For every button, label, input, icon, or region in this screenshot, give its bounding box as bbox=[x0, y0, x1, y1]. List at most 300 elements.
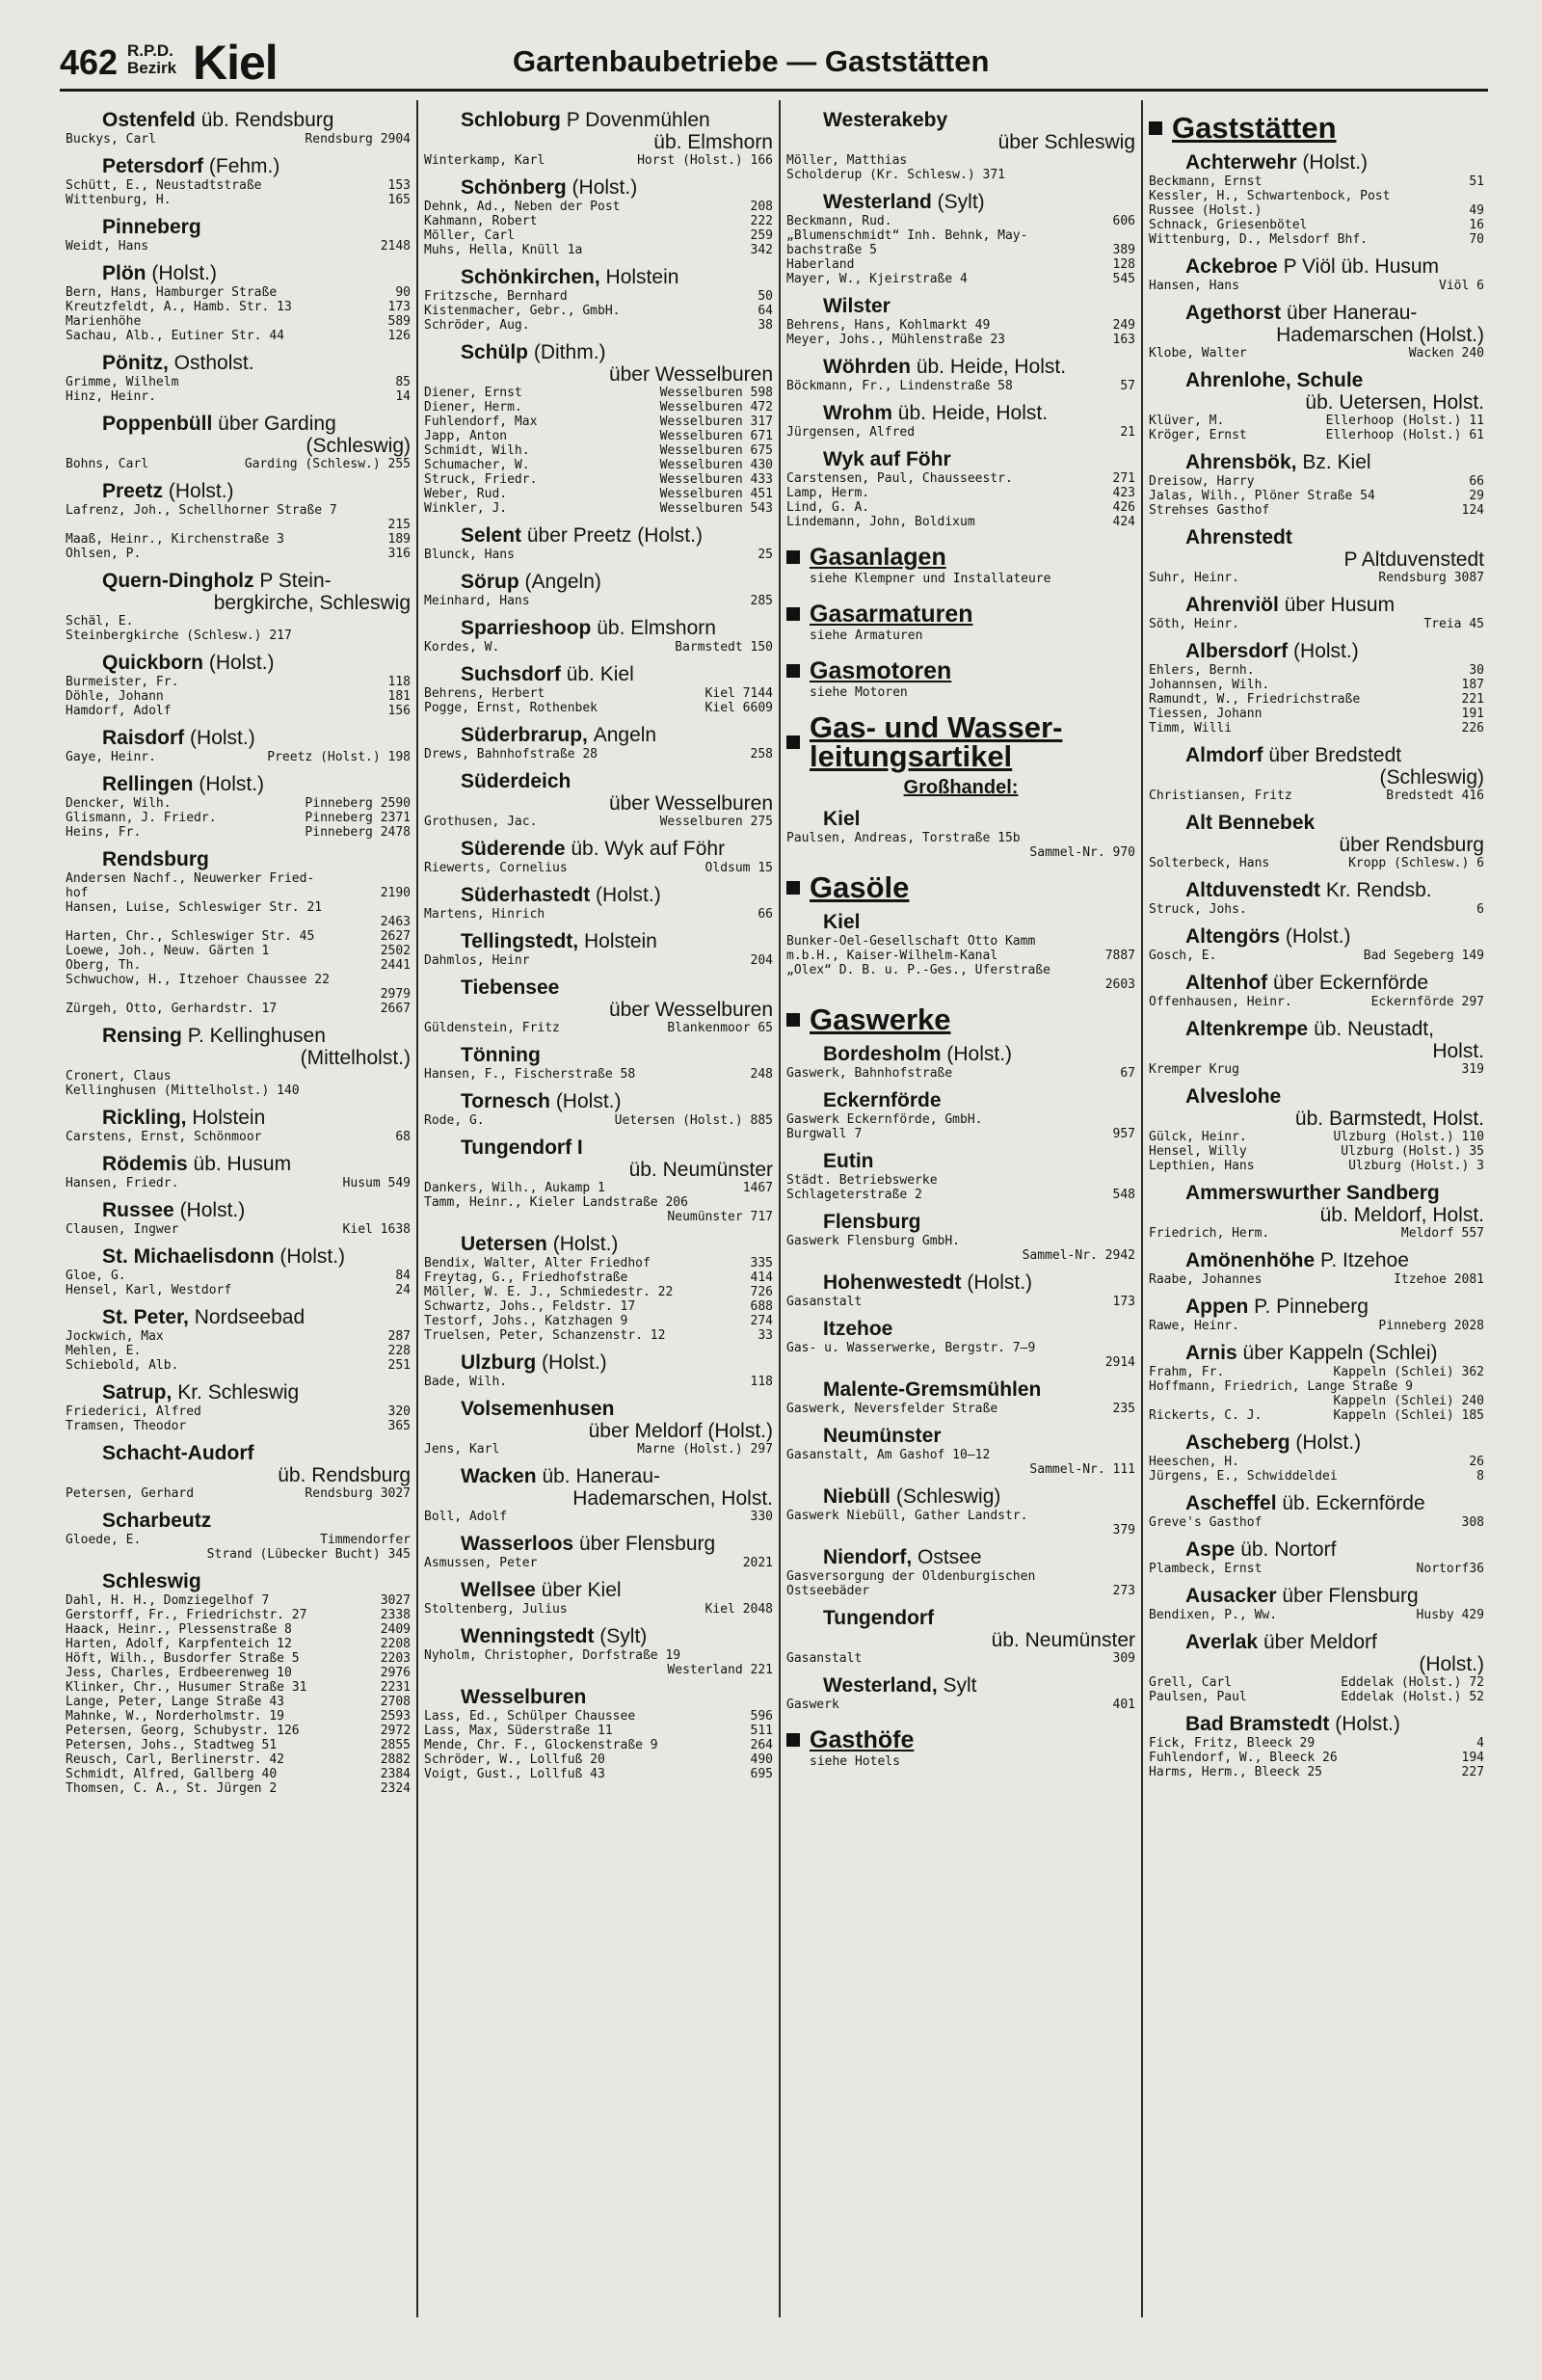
entry-row bbox=[1149, 707, 1484, 721]
entry-row bbox=[424, 214, 773, 228]
place-name: Niebüll bbox=[823, 1485, 891, 1508]
entry-name: Klobe, Walter bbox=[1149, 346, 1247, 361]
entry-phone: 426 bbox=[1112, 500, 1135, 515]
entry-name: Loewe, Joh., Neuw. Gärten 1 bbox=[66, 944, 270, 958]
place-route: P Stein- bbox=[259, 570, 332, 592]
place-route: über Bredstedt bbox=[1268, 744, 1402, 766]
entry-name: Grell, Carl bbox=[1149, 1675, 1233, 1690]
place-name: Scharbeutz bbox=[102, 1510, 212, 1532]
entry-phone: Husum 549 bbox=[342, 1176, 411, 1190]
place-heading bbox=[1149, 302, 1484, 325]
entry-name: Ramundt, W., Friedrichstraße bbox=[1149, 692, 1361, 707]
place-route-continued: (Schleswig) bbox=[1379, 766, 1484, 789]
entry-name: Steinbergkirche (Schlesw.) 217 bbox=[66, 628, 292, 643]
entry-name: Winterkamp, Karl bbox=[424, 153, 545, 168]
place-route: (Holst.) bbox=[1335, 1713, 1400, 1735]
place-heading bbox=[424, 838, 773, 861]
entry-name: Meyer, Johs., Mühlenstraße 23 bbox=[786, 333, 1005, 347]
section-title bbox=[1172, 111, 1337, 145]
entry-row bbox=[786, 1112, 1135, 1127]
entry-phone: Kappeln (Schlei) 240 bbox=[1333, 1394, 1484, 1408]
entry-row bbox=[786, 1188, 1135, 1202]
entry-row bbox=[1149, 1675, 1484, 1690]
entry-row bbox=[424, 747, 773, 762]
entry-phone: 4 bbox=[1476, 1736, 1484, 1751]
section-square-icon bbox=[786, 1733, 800, 1747]
entry-row bbox=[66, 915, 411, 929]
entry-name: Boll, Adolf bbox=[424, 1510, 508, 1524]
entry-phone: 163 bbox=[1112, 333, 1135, 347]
entry-phone: Eddelak (Holst.) 52 bbox=[1341, 1690, 1484, 1704]
place-heading bbox=[424, 884, 773, 907]
column-2 bbox=[418, 100, 781, 2317]
entry-phone: Viöl 6 bbox=[1439, 279, 1484, 293]
entry-row bbox=[786, 1523, 1135, 1538]
entry-phone: 67 bbox=[1120, 1066, 1135, 1081]
section-title-line: Gasarmaturen bbox=[810, 601, 973, 628]
entry-phone bbox=[405, 871, 411, 886]
entry-row bbox=[1149, 856, 1484, 870]
entry-row bbox=[66, 389, 411, 404]
place-name: Amönenhöhe bbox=[1185, 1249, 1316, 1271]
entry-phone: 84 bbox=[395, 1269, 411, 1283]
place-route-continued: üb. Neumünster bbox=[628, 1159, 773, 1181]
entry-row bbox=[786, 243, 1135, 257]
entry-phone: 227 bbox=[1461, 1765, 1484, 1779]
entry-phone: Pinneberg 2028 bbox=[1378, 1319, 1484, 1333]
entry-row bbox=[786, 1509, 1135, 1523]
place-name: Bad Bramstedt bbox=[1185, 1713, 1330, 1735]
entry-row bbox=[424, 1510, 773, 1524]
place-route: P. Itzehoe bbox=[1320, 1249, 1409, 1271]
place-route: über Hanerau- bbox=[1287, 302, 1418, 324]
entry-row bbox=[786, 515, 1135, 529]
entry-phone: Kiel 2048 bbox=[705, 1602, 773, 1617]
entry-name: „Blumenschmidt“ Inh. Behnk, May- bbox=[786, 228, 1028, 243]
rpd-label: R.P.D. bbox=[127, 41, 173, 60]
entry-phone: 379 bbox=[1112, 1523, 1135, 1538]
place-name: Altenhof bbox=[1185, 972, 1268, 994]
entry-phone: Westerland 221 bbox=[667, 1663, 773, 1677]
entry-phone: Sammel-Nr. 111 bbox=[1029, 1462, 1135, 1477]
entry-phone: 2384 bbox=[380, 1767, 411, 1781]
entry-phone: 271 bbox=[1112, 471, 1135, 486]
entry-phone bbox=[1130, 934, 1135, 949]
place-name: St. Michaelisdonn bbox=[102, 1245, 275, 1268]
entry-row bbox=[786, 1295, 1135, 1309]
place-heading bbox=[786, 1150, 1135, 1173]
entry-phone: 21 bbox=[1120, 425, 1135, 440]
entry-name: Asmussen, Peter bbox=[424, 1556, 538, 1570]
district-city: Kiel bbox=[193, 36, 278, 90]
entry-row bbox=[1149, 189, 1484, 203]
place-name: Rellingen bbox=[102, 773, 194, 795]
entry-row bbox=[424, 487, 773, 501]
place-heading bbox=[1149, 1342, 1484, 1365]
entry-phone bbox=[405, 1069, 411, 1083]
entry-row bbox=[1149, 474, 1484, 489]
entry-phone: Meldorf 557 bbox=[1400, 1226, 1484, 1241]
place-heading bbox=[424, 1044, 773, 1067]
entry-row bbox=[786, 214, 1135, 228]
entry-phone: 342 bbox=[750, 243, 773, 257]
place-route-continued: über Rendsburg bbox=[1339, 834, 1484, 856]
entry-phone: 2148 bbox=[380, 239, 411, 254]
entry-name: Petersen, Johs., Stadtweg 51 bbox=[66, 1738, 278, 1752]
entry-phone: Timmendorfer bbox=[320, 1533, 411, 1547]
place-heading bbox=[66, 480, 411, 503]
place-route-continued: bergkirche, Schleswig bbox=[213, 592, 411, 614]
entry-name: Carstensen, Paul, Chausseestr. bbox=[786, 471, 1013, 486]
place-name: Rensing bbox=[102, 1025, 182, 1047]
entry-phone bbox=[767, 1648, 773, 1663]
place-name: Wacken bbox=[461, 1465, 537, 1487]
place-route: (Holst.) bbox=[199, 773, 265, 795]
entry-row bbox=[1149, 1469, 1484, 1484]
place-route: Nordseebad bbox=[194, 1306, 306, 1328]
entry-phone bbox=[1478, 189, 1484, 203]
entry-name bbox=[66, 987, 375, 1002]
entry-row bbox=[1149, 721, 1484, 735]
place-heading bbox=[424, 976, 773, 1000]
entry-row bbox=[424, 1375, 773, 1389]
place-route: (Holst.) bbox=[151, 262, 218, 284]
place-heading bbox=[66, 1025, 411, 1048]
entry-name: Heins, Fr. bbox=[66, 825, 142, 840]
entry-row bbox=[66, 796, 411, 811]
place-heading bbox=[66, 109, 411, 132]
entry-name: Testorf, Johs., Katzhagen 9 bbox=[424, 1314, 628, 1328]
place-route: Ostholst. bbox=[173, 352, 254, 374]
place-heading bbox=[1149, 1085, 1484, 1109]
place-name: Westerland, bbox=[823, 1674, 938, 1697]
entry-phone: 2979 bbox=[380, 987, 411, 1002]
entry-phone: 38 bbox=[758, 318, 773, 333]
entry-name: Dahl, H. H., Domziegelhof 7 bbox=[66, 1593, 270, 1608]
entry-name bbox=[66, 1547, 201, 1562]
entry-row bbox=[66, 1358, 411, 1373]
entry-name: Russee (Holst.) bbox=[1149, 203, 1263, 218]
section-square-icon bbox=[786, 550, 800, 564]
place-name: Wrohm bbox=[823, 402, 892, 424]
place-name: Ammerswurther Sandberg bbox=[1185, 1182, 1440, 1204]
entry-name: Reusch, Carl, Berlinerstr. 42 bbox=[66, 1752, 284, 1767]
place-route: üb. Elmshorn bbox=[597, 617, 716, 639]
place-name: Eckernförde bbox=[823, 1089, 942, 1111]
place-route: (Holst.) bbox=[1302, 151, 1369, 174]
entry-phone: 49 bbox=[1469, 203, 1484, 218]
entry-name: Möller, W. E. J., Schmiedestr. 22 bbox=[424, 1285, 674, 1299]
entry-phone: 545 bbox=[1112, 272, 1135, 286]
entry-name: Frahm, Fr. bbox=[1149, 1365, 1225, 1379]
entry-phone: 2603 bbox=[1104, 977, 1135, 992]
entry-name: Struck, Johs. bbox=[1149, 902, 1247, 917]
place-heading bbox=[1149, 1182, 1484, 1205]
section-title bbox=[810, 870, 910, 904]
entry-name: Haack, Heinr., Plessenstraße 8 bbox=[66, 1622, 292, 1637]
place-heading bbox=[786, 808, 1135, 831]
entry-phone: 187 bbox=[1461, 678, 1484, 692]
entry-phone: 126 bbox=[387, 329, 411, 343]
entry-phone: Neumünster 717 bbox=[667, 1210, 773, 1224]
entry-phone: 2021 bbox=[742, 1556, 773, 1570]
place-name: Altenkrempe bbox=[1185, 1018, 1309, 1040]
entry-name: m.b.H., Kaiser-Wilhelm-Kanal bbox=[786, 949, 998, 963]
entry-phone: 221 bbox=[1461, 692, 1484, 707]
entry-name: Lindemann, John, Boldixum bbox=[786, 515, 975, 529]
place-route: (Holst.) bbox=[542, 1351, 607, 1374]
entry-name: Güldenstein, Fritz bbox=[424, 1021, 560, 1035]
entry-row bbox=[66, 1083, 411, 1098]
place-route-continued: üb. Elmshorn bbox=[653, 131, 773, 153]
entry-row bbox=[1149, 174, 1484, 189]
entry-name: Marienhöhe bbox=[66, 314, 142, 329]
entry-name: Grothusen, Jac. bbox=[424, 815, 538, 829]
place-route: (Dithm.) bbox=[533, 341, 606, 363]
entry-phone: 57 bbox=[1120, 379, 1135, 393]
place-name: Averlak bbox=[1185, 1631, 1259, 1653]
place-name: Tönning bbox=[461, 1044, 541, 1066]
entry-phone: 191 bbox=[1461, 707, 1484, 721]
place-heading bbox=[66, 1510, 411, 1533]
entry-row bbox=[1149, 1159, 1484, 1173]
entry-name: Behrens, Hans, Kohlmarkt 49 bbox=[786, 318, 991, 333]
place-route: üb. Husum bbox=[193, 1153, 292, 1175]
entry-row bbox=[786, 272, 1135, 286]
place-route: (Holst.) bbox=[572, 176, 638, 199]
entry-name: Gaswerk, Bahnhofstraße bbox=[786, 1066, 953, 1081]
entry-phone: 316 bbox=[387, 547, 411, 561]
place-name: Quickborn bbox=[102, 652, 204, 674]
entry-row bbox=[424, 1648, 773, 1663]
place-heading bbox=[424, 1090, 773, 1113]
entry-row bbox=[424, 1181, 773, 1195]
place-heading bbox=[786, 295, 1135, 318]
entry-phone: 2593 bbox=[380, 1709, 411, 1724]
place-route: P Viöl üb. Husum bbox=[1283, 255, 1440, 278]
entry-row bbox=[66, 193, 411, 207]
entry-name: Andersen Nachf., Neuwerker Fried- bbox=[66, 871, 315, 886]
entry-phone: Rendsburg 2904 bbox=[305, 132, 411, 147]
entry-phone: 285 bbox=[750, 594, 773, 608]
entry-name: Klinker, Chr., Husumer Straße 31 bbox=[66, 1680, 307, 1695]
entry-name bbox=[66, 518, 383, 532]
entry-row bbox=[66, 958, 411, 973]
entry-name: Behrens, Herbert bbox=[424, 686, 545, 701]
place-name: Wyk auf Föhr bbox=[823, 448, 951, 470]
place-route: üb. Kiel bbox=[566, 663, 634, 685]
entry-phone: 25 bbox=[758, 548, 773, 562]
entry-name: Kröger, Ernst bbox=[1149, 428, 1247, 442]
entry-row bbox=[786, 379, 1135, 393]
entry-row bbox=[66, 811, 411, 825]
place-name: Agethorst bbox=[1185, 302, 1282, 324]
entry-row bbox=[1149, 489, 1484, 503]
entry-phone: Treia 45 bbox=[1423, 617, 1484, 631]
place-heading bbox=[424, 770, 773, 793]
entry-row bbox=[66, 750, 411, 764]
entry-phone: 589 bbox=[387, 314, 411, 329]
entry-phone: 124 bbox=[1461, 503, 1484, 518]
place-heading bbox=[1149, 744, 1484, 767]
place-heading bbox=[424, 1686, 773, 1709]
entry-phone: Uetersen (Holst.) 885 bbox=[614, 1113, 773, 1128]
place-heading bbox=[1149, 1249, 1484, 1272]
entry-name: Carstens, Ernst, Schönmoor bbox=[66, 1130, 262, 1144]
entry-name: Ostseebäder bbox=[786, 1584, 870, 1598]
entry-phone: 2627 bbox=[380, 929, 411, 944]
entry-row bbox=[424, 1195, 773, 1210]
entry-name: Bohns, Carl bbox=[66, 457, 149, 471]
entry-name: Jess, Charles, Erdbeerenweg 10 bbox=[66, 1666, 292, 1680]
place-heading bbox=[66, 216, 411, 239]
place-heading bbox=[424, 930, 773, 953]
entry-name: Martens, Hinrich bbox=[424, 907, 545, 922]
page-title: Gartenbaubetriebe — Gaststätten bbox=[513, 44, 990, 78]
entry-phone: 226 bbox=[1461, 721, 1484, 735]
entry-phone: 194 bbox=[1461, 1751, 1484, 1765]
entry-name: Wittenburg, D., Melsdorf Bhf. bbox=[1149, 232, 1368, 247]
entry-phone: 165 bbox=[387, 193, 411, 207]
entry-phone: 273 bbox=[1112, 1584, 1135, 1598]
place-route-continued: Holst. bbox=[1432, 1040, 1484, 1062]
entry-phone: 511 bbox=[750, 1724, 773, 1738]
place-name: Wesselburen bbox=[461, 1686, 587, 1708]
entry-phone: 33 bbox=[758, 1328, 773, 1343]
entry-row bbox=[786, 153, 1135, 168]
place-heading bbox=[1149, 1631, 1484, 1654]
entry-phone: 153 bbox=[387, 178, 411, 193]
entry-row bbox=[66, 704, 411, 718]
entry-name: Solterbeck, Hans bbox=[1149, 856, 1270, 870]
entry-phone: Itzehoe 2081 bbox=[1394, 1272, 1484, 1287]
entry-name: „Olex“ D. B. u. P.-Ges., Uferstraße bbox=[786, 963, 1050, 977]
place-route: (Holst.) bbox=[279, 1245, 346, 1268]
entry-row bbox=[786, 471, 1135, 486]
entry-row bbox=[424, 289, 773, 304]
place-heading bbox=[786, 1674, 1135, 1698]
entry-row bbox=[424, 472, 773, 487]
entry-phone: Pinneberg 2590 bbox=[305, 796, 411, 811]
entry-name: Dencker, Wilh. bbox=[66, 796, 172, 811]
place-name: Achterwehr bbox=[1185, 151, 1297, 174]
entry-row bbox=[424, 304, 773, 318]
place-heading bbox=[786, 1485, 1135, 1509]
entry-row bbox=[66, 1533, 411, 1547]
entry-name: Freytag, G., Friedhofstraße bbox=[424, 1270, 628, 1285]
entry-name bbox=[786, 977, 1100, 992]
entry-phone: 66 bbox=[1469, 474, 1484, 489]
entry-name: Clausen, Ingwer bbox=[66, 1222, 179, 1237]
place-name: Schleswig bbox=[102, 1570, 201, 1592]
place-heading bbox=[1149, 1492, 1484, 1515]
entry-row bbox=[1149, 617, 1484, 631]
entry-name: Meinhard, Hans bbox=[424, 594, 530, 608]
place-name: Uetersen bbox=[461, 1233, 547, 1255]
entry-phone: Oldsum 15 bbox=[705, 861, 773, 875]
place-name: Selent bbox=[461, 524, 522, 547]
entry-name: Ohlsen, P. bbox=[66, 547, 142, 561]
entry-row bbox=[66, 1622, 411, 1637]
entry-name: Jürgens, E., Schwiddeldei bbox=[1149, 1469, 1338, 1484]
entry-name: Schmidt, Wilh. bbox=[424, 443, 530, 458]
place-route: üb. Heide, Holst. bbox=[916, 356, 1067, 378]
entry-row bbox=[1149, 692, 1484, 707]
entry-phone: 287 bbox=[387, 1329, 411, 1344]
section-title bbox=[810, 656, 951, 685]
entry-row bbox=[424, 1210, 773, 1224]
entry-row bbox=[66, 1752, 411, 1767]
entry-name: Blunck, Hans bbox=[424, 548, 515, 562]
entry-row bbox=[66, 929, 411, 944]
place-heading bbox=[424, 176, 773, 200]
entry-phone: 606 bbox=[1112, 214, 1135, 228]
section-heading bbox=[786, 543, 1135, 572]
entry-name: Heeschen, H. bbox=[1149, 1455, 1239, 1469]
entry-row bbox=[424, 1113, 773, 1128]
entry-name: Scholderup (Kr. Schlesw.) 371 bbox=[786, 168, 1005, 182]
directory-columns bbox=[60, 100, 1490, 2317]
place-route-continued: üb. Uetersen, Holst. bbox=[1305, 391, 1484, 414]
place-name: Quern-Dingholz bbox=[102, 570, 254, 592]
entry-phone: Barmstedt 150 bbox=[675, 640, 773, 655]
entry-phone: 16 bbox=[1469, 218, 1484, 232]
entry-name: Timm, Willi bbox=[1149, 721, 1233, 735]
place-heading bbox=[66, 1442, 411, 1465]
entry-row bbox=[424, 1602, 773, 1617]
entry-row bbox=[786, 425, 1135, 440]
entry-phone: 66 bbox=[758, 907, 773, 922]
entry-row bbox=[66, 1283, 411, 1297]
place-name: Petersdorf bbox=[102, 155, 204, 177]
place-heading bbox=[424, 724, 773, 747]
place-heading bbox=[1149, 369, 1484, 392]
entry-name: Cronert, Claus bbox=[66, 1069, 172, 1083]
entry-name: Strehses Gasthof bbox=[1149, 503, 1270, 518]
entry-row bbox=[1149, 1319, 1484, 1333]
entry-name: Schnack, Griesenbötel bbox=[1149, 218, 1308, 232]
place-heading bbox=[786, 356, 1135, 379]
section-title-line: Gas- und Wasser- bbox=[810, 710, 1063, 744]
place-heading bbox=[1149, 925, 1484, 949]
entry-phone bbox=[1130, 1341, 1135, 1355]
entry-phone: 7887 bbox=[1104, 949, 1135, 963]
place-route: über Eckernförde bbox=[1273, 972, 1429, 994]
place-name: Alveslohe bbox=[1185, 1085, 1282, 1108]
entry-row bbox=[424, 907, 773, 922]
entry-name: Kellinghusen (Mittelholst.) 140 bbox=[66, 1083, 300, 1098]
place-name: Schülp bbox=[461, 341, 529, 363]
entry-row bbox=[66, 314, 411, 329]
place-heading bbox=[424, 617, 773, 640]
place-name: Süderende bbox=[461, 838, 566, 860]
place-name: Tiebensee bbox=[461, 976, 560, 999]
entry-phone: Horst (Holst.) 166 bbox=[637, 153, 773, 168]
entry-row bbox=[66, 178, 411, 193]
place-route: (Holst.) bbox=[179, 1199, 246, 1221]
entry-phone: 2231 bbox=[380, 1680, 411, 1695]
entry-name: hof bbox=[66, 886, 89, 900]
entry-row bbox=[786, 1569, 1135, 1584]
entry-phone: 335 bbox=[750, 1256, 773, 1270]
place-heading bbox=[66, 1306, 411, 1329]
entry-phone: 596 bbox=[750, 1709, 773, 1724]
place-route: (Holst.) bbox=[946, 1043, 1013, 1065]
entry-name: Schröder, Aug. bbox=[424, 318, 530, 333]
place-route: (Fehm.) bbox=[208, 155, 280, 177]
entry-name: Hansen, F., Fischerstraße 58 bbox=[424, 1067, 636, 1082]
place-route: (Angeln) bbox=[524, 571, 601, 593]
